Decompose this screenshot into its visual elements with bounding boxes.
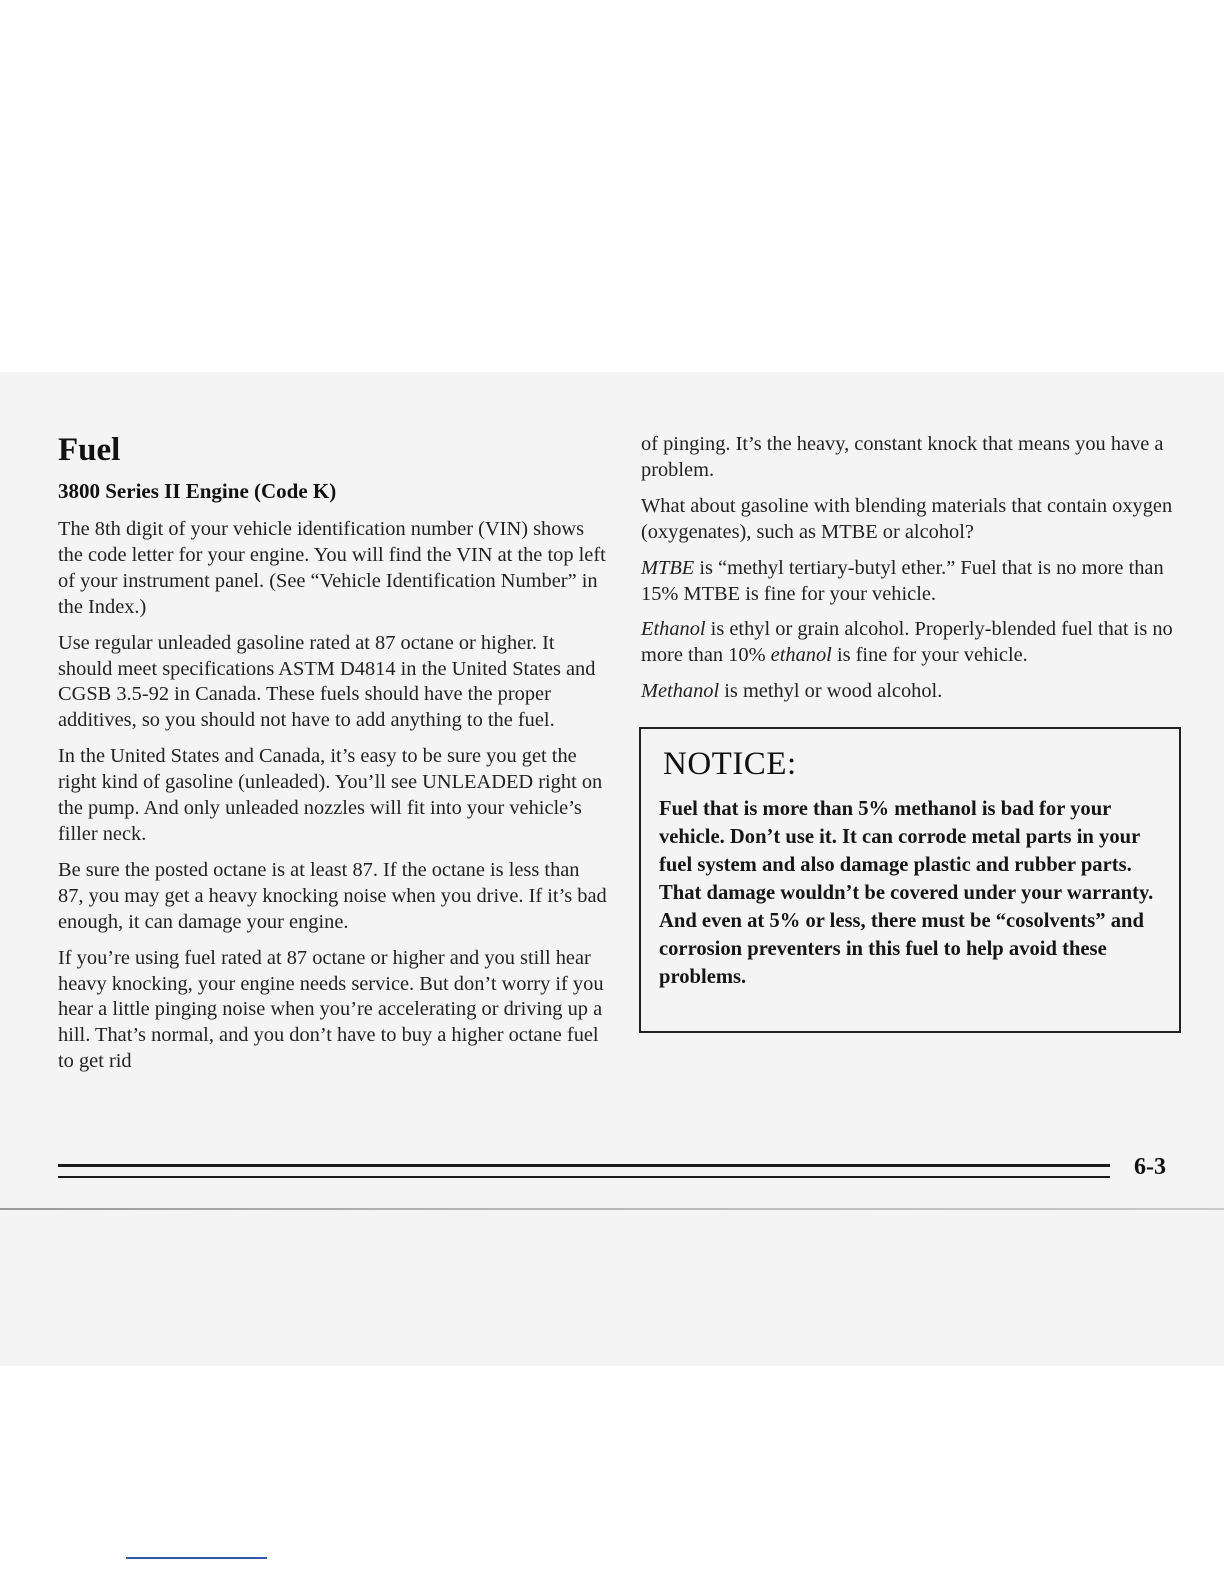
right-column [641, 432, 1191, 1033]
paragraph-service: If you’re using fuel rated at 87 octane or higher and you still hear heavy knocking, your engine needs service. But don’t worry if you hear a little pinging noise when you’re accelerating or driving up a hill. That’s normal, and you don’t have to buy a higher octane fuel to get rid [58, 946, 604, 1073]
footer-rule-thin [58, 1176, 1110, 1178]
page-number: 6-3 [1134, 1154, 1166, 1180]
paragraph-ethanol [641, 617, 1191, 669]
notice-text: Fuel that is more than 5% methanol is bad for your vehicle. Don’t use it. It can corrode metal parts in your fuel system and also damage plastic and rubber parts. That damage wouldn’t be covered under your warranty. And even at 5% or less, there must be “cosolvents” and corrosion preventers in this fuel to help avoid these problems. [659, 798, 1154, 989]
mtbe-text: is “methyl tertiary-butyl ether.” Fuel that is no more than 15% MTBE is fine for your vehicle. [641, 556, 1164, 605]
ethanol-text: is ethyl or grain alcohol. Properly-blended fuel that is no more than 10% [641, 618, 1173, 667]
bottom-link-underline [126, 1557, 267, 1559]
scan-edge-line [0, 1208, 1224, 1210]
notice-title: NOTICE: [663, 746, 797, 783]
term-mtbe: MTBE [641, 556, 695, 579]
paragraph-knocking: Be sure the posted octane is at least 87. If the octane is less than 87, you may get a heavy knocking noise when you drive. If it’s bad enough, it can damage your engine. [58, 858, 607, 933]
term-ethanol-inline: ethanol [770, 644, 832, 667]
paragraph-unleaded: In the United States and Canada, it’s easy to be sure you get the right kind of gasoline (unleaded). You’ll see UNLEADED right on the pump. And only unleaded nozzles will fit into your vehicle’s filler neck. [58, 745, 603, 845]
paragraph-mtbe [641, 556, 1191, 608]
notice-box [639, 727, 1181, 1033]
footer-rule-thick [58, 1164, 1110, 1167]
left-column [58, 430, 610, 1085]
paragraph-vin: The 8th digit of your vehicle identification number (VIN) shows the code letter for your engine. You will find the VIN at the top left of your instrument panel. (See “Vehicle Identification Number” in the Index.) [58, 518, 606, 618]
paragraph-octane-spec: Use regular unleaded gasoline rated at 87 octane or higher. It should meet specifications ASTM D4814 in the United States and CGSB 3.5-92 in Canada. These fuels should have the proper additives, so you should not have to add anything to the fuel. [58, 631, 596, 732]
paragraph-pinging: of pinging. It’s the heavy, constant knock that means you have a problem. [641, 433, 1164, 481]
section-subtitle: 3800 Series II Engine (Code K) [58, 479, 337, 503]
methanol-text: is methyl or wood alcohol. [719, 680, 943, 703]
section-title: Fuel [58, 432, 121, 468]
term-methanol: Methanol [641, 680, 720, 703]
term-ethanol: Ethanol [641, 618, 706, 641]
paragraph-methanol [641, 679, 1191, 705]
paragraph-oxygenates: What about gasoline with blending materials that contain oxygen (oxygenates), such as MTBE or alcohol? [641, 494, 1173, 543]
ethanol-text-end: is fine for your vehicle. [831, 644, 1028, 667]
